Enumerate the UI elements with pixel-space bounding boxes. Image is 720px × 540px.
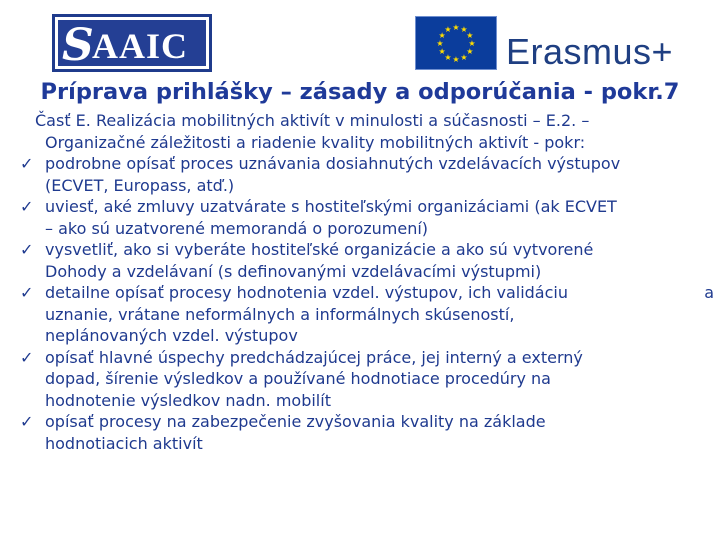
bullet-line: dopad, šírenie výsledkov a používané hodnotiace procedúry na [45, 369, 551, 388]
eu-star-icon: ★ [452, 55, 460, 64]
eu-star-icon: ★ [460, 52, 468, 62]
list-item [0, 153, 720, 196]
bullet-line: uznanie, vrátane neformálnych a informálnych skúseností, [45, 304, 515, 324]
eu-star-icon: ★ [466, 47, 474, 56]
checkmark-icon: ✓ [20, 347, 34, 367]
bullet-line-part: detailne opísať procesy hodnotenia vzdel. výstupov, ich validáciu [45, 283, 568, 302]
eu-star-icon: ★ [444, 52, 452, 62]
saaic-logo-text: AAIC [92, 26, 189, 66]
eu-stars-circle [416, 17, 496, 69]
checkmark-icon: ✓ [20, 154, 34, 173]
eu-star-icon: ★ [460, 25, 468, 35]
bullet-line: Dohody a vzdelávaní (s definovanými vzdelávacími výstupmi) [45, 261, 542, 281]
bullet-line [45, 282, 714, 304]
eu-star-icon: ★ [444, 25, 452, 35]
checkmark-icon: ✓ [20, 412, 34, 431]
checkmark-icon: ✓ [20, 240, 34, 259]
checkmark-icon: ✓ [20, 197, 34, 216]
list-item [0, 239, 720, 282]
saaic-logo-initial: S [62, 20, 94, 71]
eu-flag-icon [415, 16, 497, 70]
list-item [0, 282, 720, 347]
bullet-line: hodnotiacich aktivít [45, 433, 203, 453]
bullet-line: opísať hlavné úspechy predchádzajúcej práce, jej interný a externý [45, 347, 583, 367]
eu-star-icon: ★ [466, 31, 474, 40]
slide-body [0, 110, 720, 454]
page-title: Príprava prihlášky – zásady a odporúčania - pokr.7 [40, 79, 680, 105]
bullet-line: opísať procesy na zabezpečenie zvyšovania kvality na základe [45, 412, 546, 431]
erasmus-plus-logo-text: Erasmus+ [506, 31, 674, 72]
bullet-line: uviesť, aké zmluvy uzatvárate s hostiteľskými organizáciami (ak ECVET [45, 197, 617, 216]
bullet-line: vysvetliť, ako si vyberáte hostiteľské organizácie a ako sú vytvorené [45, 240, 594, 259]
intro-line-2: Organizačné záležitosti a riadenie kvality mobilitných aktivít - pokr: [45, 132, 586, 152]
list-item [0, 196, 720, 239]
intro-paragraph [0, 110, 720, 153]
bullet-line: hodnotenie výsledkov nadn. mobilít [45, 390, 331, 410]
bullet-line: podrobne opísať proces uznávania dosiahnutých vzdelávacích výstupov [45, 154, 621, 173]
checkmark-icon: ✓ [20, 283, 34, 302]
intro-line-1: Časť E. Realizácia mobilitných aktivít v minulosti a súčasnosti – E.2. – [35, 111, 590, 130]
list-item [0, 347, 720, 412]
list-item [0, 411, 720, 454]
saaic-logo-background [58, 20, 206, 71]
eu-star-icon: ★ [438, 47, 446, 56]
bullet-line-part: a [704, 283, 714, 302]
eu-star-icon: ★ [452, 23, 460, 32]
eu-star-icon: ★ [468, 39, 476, 48]
eu-star-icon: ★ [436, 39, 444, 48]
bullet-line: – ako sú uzatvorené memorandá o porozumení) [45, 218, 429, 238]
bullet-line: (ECVET, Europass, atď.) [45, 175, 235, 195]
saaic-logo [52, 14, 212, 72]
eu-star-icon: ★ [438, 31, 446, 40]
bullet-list [0, 153, 720, 454]
bullet-line: neplánovaných vzdel. výstupov [45, 326, 298, 345]
